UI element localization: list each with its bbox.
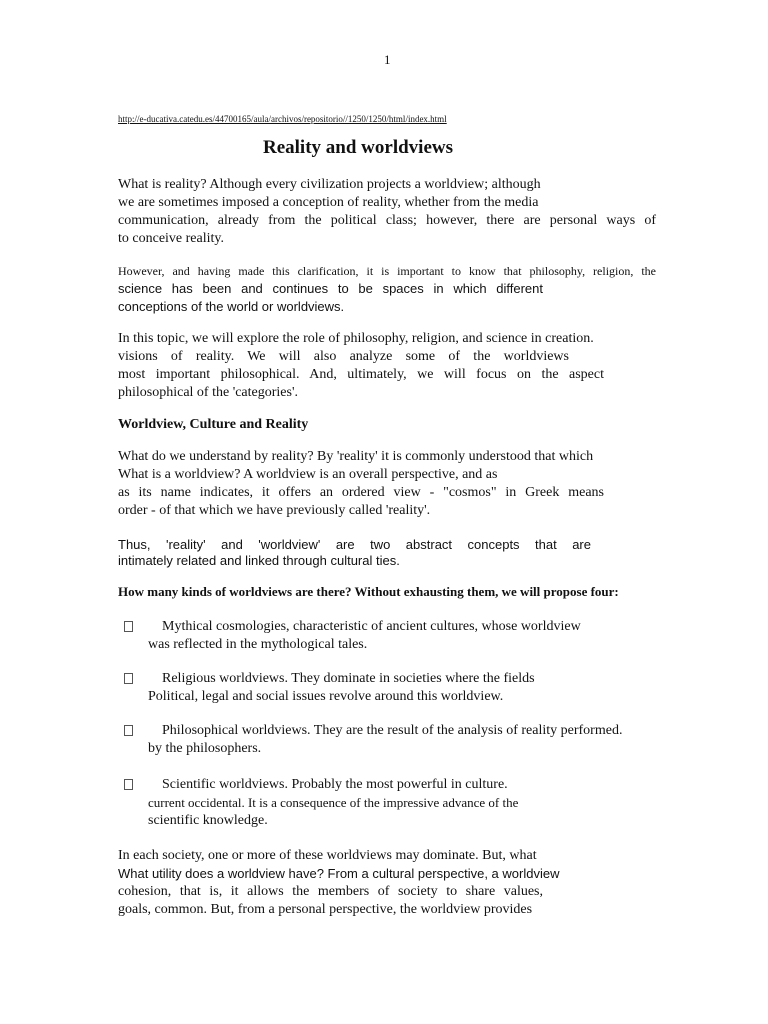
closing-line-2: What utility does a worldview have? From a cultural perspective, a worldview xyxy=(118,866,560,881)
section-heading: Worldview, Culture and Reality xyxy=(118,417,309,432)
thus-line-1: Thus, 'reality' and 'worldview' are two abstract concepts that are xyxy=(118,537,591,552)
topic-line-4: philosophical of the 'categories'. xyxy=(118,385,298,400)
missing-glyph-bullet-icon xyxy=(124,779,133,790)
missing-glyph-bullet-icon xyxy=(124,621,133,632)
bullet-3-line-2: by the philosophers. xyxy=(148,741,262,756)
bullet-2-line-2: Political, legal and social issues revolve around this worldview. xyxy=(148,689,504,704)
bullet-2-line-1: Religious worldviews. They dominate in societies where the fields xyxy=(162,671,535,686)
thus-line-2: intimately related and linked through cultural ties. xyxy=(118,553,400,568)
reality-line-4: order - of that which we have previously called 'reality'. xyxy=(118,503,431,518)
page-title: Reality and worldviews xyxy=(263,137,453,158)
page-number: 1 xyxy=(384,52,391,67)
closing-line-1: In each society, one or more of these worldviews may dominate. But, what xyxy=(118,848,537,863)
source-url-link[interactable]: http://e-ducativa.catedu.es/44700165/aula/archivos/repositorio//1250/1250/html/index.html xyxy=(118,114,447,124)
bullet-3-line-1: Philosophical worldviews. They are the result of the analysis of reality performed. xyxy=(162,723,623,738)
intro-line-4: to conceive reality. xyxy=(118,231,224,246)
topic-line-1: In this topic, we will explore the role of philosophy, religion, and science in creation. xyxy=(118,331,594,346)
bullet-1-line-1: Mythical cosmologies, characteristic of ancient cultures, whose worldview xyxy=(162,619,581,634)
closing-line-4: goals, common. But, from a personal perspective, the worldview provides xyxy=(118,902,533,917)
intro-line-3: communication, already from the political class; however, there are personal ways of xyxy=(118,213,656,228)
reality-line-1: What do we understand by reality? By 'reality' it is commonly understood that which xyxy=(118,449,594,464)
missing-glyph-bullet-icon xyxy=(124,673,133,684)
clarify-line-1: However, and having made this clarification, it is important to know that philosophy, religion, the xyxy=(118,264,656,278)
bullet-1-line-2: was reflected in the mythological tales. xyxy=(148,637,368,652)
topic-line-3: most important philosophical. And, ultimately, we will focus on the aspect xyxy=(118,367,604,382)
intro-line-1: What is reality? Although every civilization projects a worldview; although xyxy=(118,177,541,192)
clarify-line-2: science has been and continues to be spaces in which different xyxy=(118,281,543,296)
bullet-4-line-2: current occidental. It is a consequence of the impressive advance of the xyxy=(148,795,519,810)
clarify-line-3: conceptions of the world or worldviews. xyxy=(118,299,345,314)
topic-line-2: visions of reality. We will also analyze some of the worldviews xyxy=(118,349,569,364)
closing-line-3: cohesion, that is, it allows the members of society to share values, xyxy=(118,884,543,899)
reality-line-3: as its name indicates, it offers an ordered view - "cosmos" in Greek means xyxy=(118,485,604,500)
bullet-4-line-3: scientific knowledge. xyxy=(148,813,268,828)
worldview-kinds-question: How many kinds of worldviews are there? Without exhausting them, we will propose four: xyxy=(118,584,619,599)
intro-line-2: we are sometimes imposed a conception of reality, whether from the media xyxy=(118,195,539,210)
reality-line-2: What is a worldview? A worldview is an overall perspective, and as xyxy=(118,467,498,482)
bullet-4-line-1: Scientific worldviews. Probably the most powerful in culture. xyxy=(162,777,508,792)
missing-glyph-bullet-icon xyxy=(124,725,133,736)
